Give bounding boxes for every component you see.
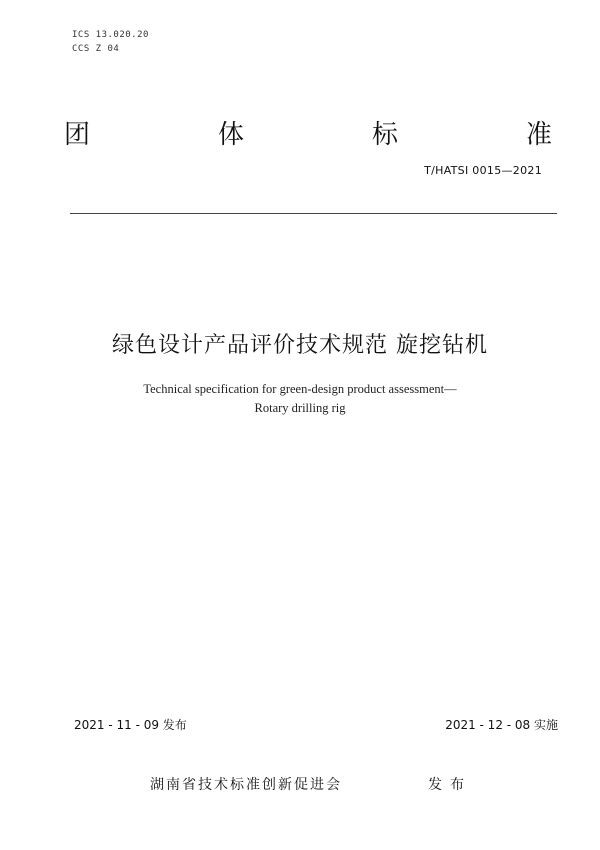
ccs-code: CCS Z 04 <box>72 44 120 54</box>
standard-type-char: 标 <box>371 119 398 150</box>
standard-type-char: 体 <box>217 119 244 150</box>
classification-codes <box>72 28 149 56</box>
chinese-title: 绿色设计产品评价技术规范 旋挖钻机 <box>112 333 488 358</box>
implement-date: 2021 - 12 - 08 实施 <box>445 718 558 732</box>
standard-type-char: 团 <box>64 119 91 150</box>
standard-number: T/HATSI 0015—2021 <box>424 164 542 177</box>
english-title <box>0 380 600 418</box>
publish-date: 2021 - 11 - 09 发布 <box>74 718 187 732</box>
english-title-line-1: Technical specification for green-design product assessment— <box>143 382 457 396</box>
publish-label: 发布 <box>428 777 472 793</box>
standard-type-heading <box>64 112 552 152</box>
english-title-line-2: Rotary drilling rig <box>254 401 346 415</box>
header-divider <box>70 213 557 214</box>
standard-type-char: 准 <box>525 119 552 150</box>
ics-code: ICS 13.020.20 <box>72 30 149 40</box>
publisher-name: 湖南省技术标准创新促进会 <box>150 777 342 793</box>
